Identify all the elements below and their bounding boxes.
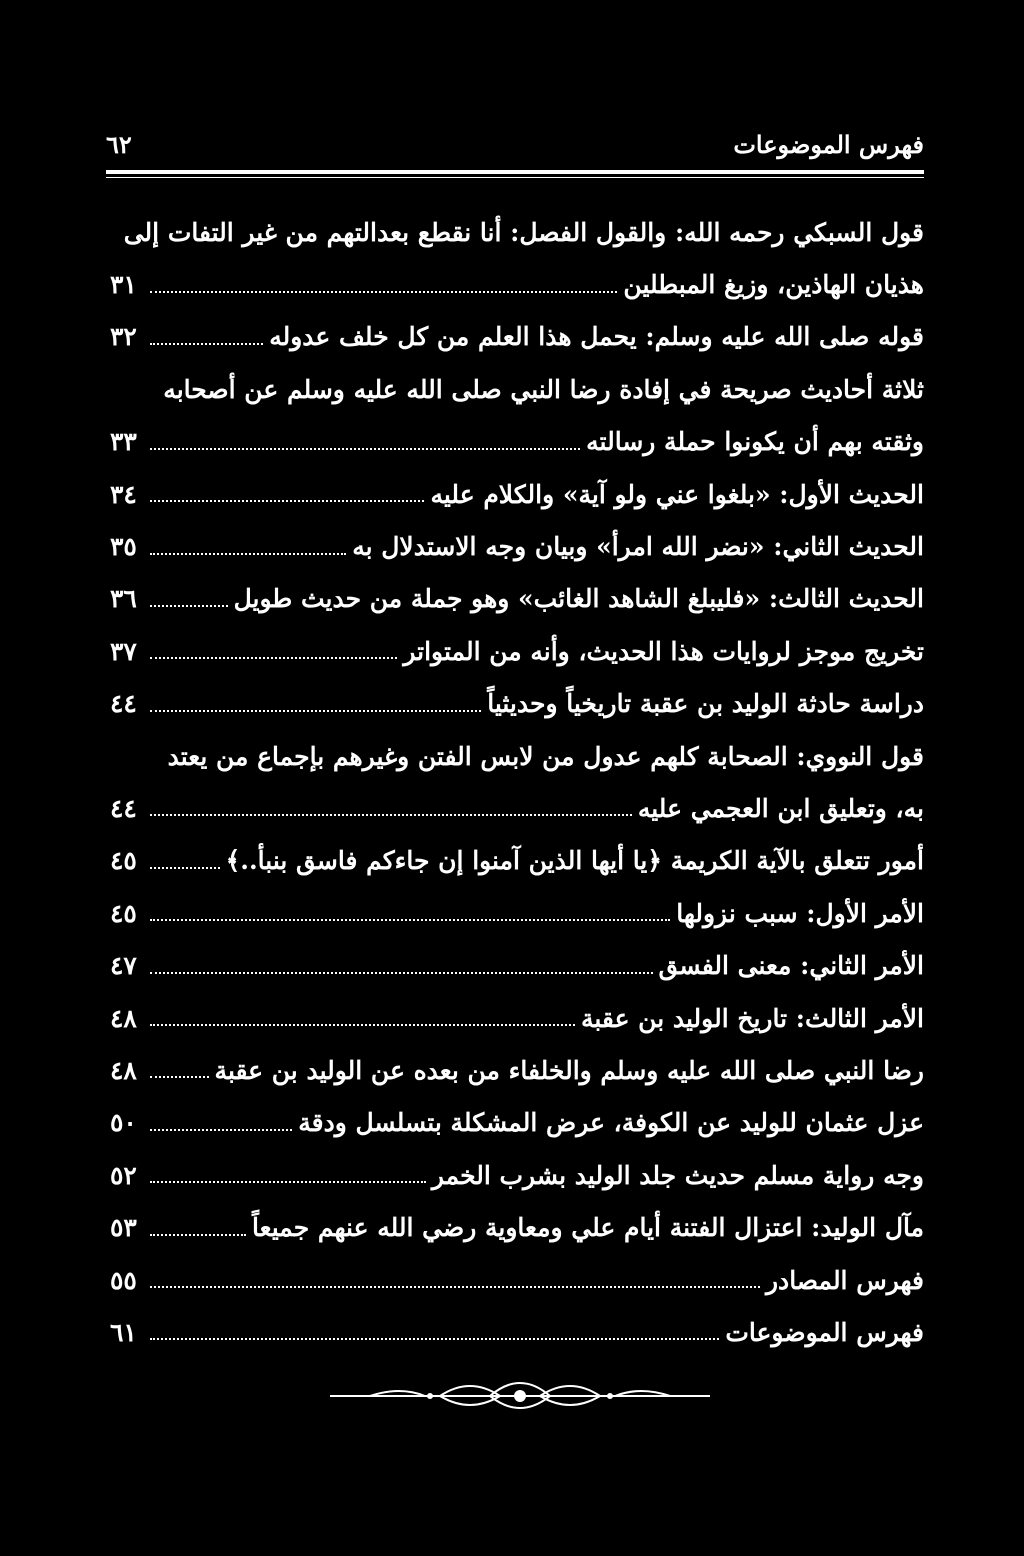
dot-leader bbox=[150, 476, 424, 502]
toc-entry bbox=[110, 782, 924, 834]
dot-leader bbox=[150, 319, 263, 345]
page-header bbox=[106, 126, 924, 162]
toc-entry bbox=[110, 1254, 924, 1306]
toc-entry-text: هذيان الهاذين، وزيغ المبطلين bbox=[623, 270, 924, 300]
toc-entry bbox=[110, 625, 924, 677]
toc-entry bbox=[110, 992, 924, 1044]
toc-entry bbox=[110, 206, 924, 258]
dot-leader bbox=[150, 948, 653, 974]
toc-entry bbox=[110, 730, 924, 782]
toc-entry-page: ٣٧ bbox=[110, 636, 137, 666]
toc-entry-page: ٤٥ bbox=[110, 898, 137, 928]
page-number: ٦٢ bbox=[106, 129, 132, 159]
toc-entry-page: ٥٢ bbox=[110, 1160, 137, 1190]
running-title: فهرس الموضوعات bbox=[733, 129, 924, 159]
toc-entry-page: ٤٨ bbox=[110, 1055, 137, 1085]
toc-entry-page: ٤٥ bbox=[110, 846, 137, 876]
toc-entry bbox=[110, 311, 924, 363]
toc-entry-text: قول النووي: الصحابة كلهم عدول من لابس الفتن وغيرهم بإجماع من يعتد bbox=[167, 741, 924, 771]
toc-entry-text: الحديث الثاني: «نضر الله امرأ» وبيان وجه الاستدلال به bbox=[352, 532, 924, 562]
dot-leader bbox=[150, 686, 481, 712]
toc-entry-text: به، وتعليق ابن العجمي عليه bbox=[637, 793, 924, 823]
toc-entry-page: ٤٤ bbox=[110, 689, 137, 719]
toc-entry-page: ٥٠ bbox=[110, 1108, 137, 1138]
toc-entry-text: تخريج موجز لروايات هذا الحديث، وأنه من المتواتر bbox=[403, 636, 924, 666]
dot-leader bbox=[150, 1314, 719, 1340]
toc-entry bbox=[110, 1097, 924, 1149]
header-rule-thick bbox=[106, 170, 924, 174]
toc-entry-text: وثقته بهم أن يكونوا حملة رسالته bbox=[586, 427, 924, 457]
dot-leader bbox=[150, 581, 228, 607]
dot-leader bbox=[150, 267, 617, 293]
toc-entry bbox=[110, 416, 924, 468]
toc-entry-page: ٣٤ bbox=[110, 479, 137, 509]
table-of-contents bbox=[110, 206, 924, 1359]
dot-leader bbox=[150, 1105, 292, 1131]
toc-entry-text: عزل عثمان للوليد عن الكوفة، عرض المشكلة بتسلسل ودقة bbox=[298, 1108, 924, 1138]
toc-entry-page: ٣٣ bbox=[110, 427, 137, 457]
dot-leader bbox=[150, 1000, 575, 1026]
header-rule-thin bbox=[106, 177, 924, 178]
dot-leader bbox=[150, 1262, 760, 1288]
toc-entry-page: ٦١ bbox=[110, 1317, 137, 1347]
toc-entry bbox=[110, 573, 924, 625]
toc-entry-text: فهرس المصادر bbox=[765, 1265, 924, 1295]
toc-entry bbox=[110, 887, 924, 939]
toc-entry bbox=[110, 468, 924, 520]
toc-entry bbox=[110, 1201, 924, 1253]
toc-entry-text: أمور تتعلق بالآية الكريمة ﴿يا أيها الذين آمنوا إن جاءكم فاسق بنبأ..﴾ bbox=[225, 846, 924, 876]
toc-entry bbox=[110, 1306, 924, 1358]
toc-entry-text: الأمر الثاني: معنى الفسق bbox=[658, 951, 924, 981]
toc-entry-text: مآل الوليد: اعتزال الفتنة أيام علي ومعاوية رضي الله عنهم جميعاً bbox=[252, 1213, 924, 1243]
toc-entry-text: الحديث الثالث: «فليبلغ الشاهد الغائب» وهو جملة من حديث طويل bbox=[233, 584, 924, 614]
dot-leader bbox=[150, 1210, 246, 1236]
ornament-divider bbox=[330, 1370, 710, 1420]
toc-entry-text: قوله صلى الله عليه وسلم: يحمل هذا العلم من كل خلف عدوله bbox=[269, 322, 924, 352]
toc-entry bbox=[110, 363, 924, 415]
toc-entry-text: فهرس الموضوعات bbox=[725, 1317, 924, 1347]
dot-leader bbox=[150, 529, 346, 555]
dot-leader bbox=[150, 843, 220, 869]
dot-leader bbox=[150, 790, 632, 816]
toc-entry-text: رضا النبي صلى الله عليه وسلم والخلفاء من بعده عن الوليد بن عقبة bbox=[214, 1055, 924, 1085]
toc-entry-page: ٤٤ bbox=[110, 793, 137, 823]
toc-entry-page: ٣٢ bbox=[110, 322, 137, 352]
toc-entry-page: ٣٥ bbox=[110, 532, 137, 562]
dot-leader bbox=[150, 895, 670, 921]
toc-entry bbox=[110, 1044, 924, 1096]
toc-entry bbox=[110, 1149, 924, 1201]
toc-entry-text: دراسة حادثة الوليد بن عقبة تاريخياً وحديثياً bbox=[487, 689, 924, 719]
toc-entry-text: الأمر الثالث: تاريخ الوليد بن عقبة bbox=[580, 1003, 924, 1033]
toc-entry-page: ٥٥ bbox=[110, 1265, 137, 1295]
toc-entry bbox=[110, 258, 924, 310]
toc-entry-text: قول السبكي رحمه الله: والقول الفصل: أنا نقطع بعدالتهم من غير التفات إلى bbox=[123, 217, 924, 247]
dot-leader bbox=[150, 424, 580, 450]
toc-entry-page: ٣١ bbox=[110, 270, 137, 300]
toc-entry-page: ٣٦ bbox=[110, 584, 137, 614]
toc-entry bbox=[110, 939, 924, 991]
toc-entry-text: الحديث الأول: «بلغوا عني ولو آية» والكلام عليه bbox=[430, 479, 924, 509]
toc-entry-text: ثلاثة أحاديث صريحة في إفادة رضا النبي صلى الله عليه وسلم عن أصحابه bbox=[163, 374, 924, 404]
toc-entry-page: ٤٧ bbox=[110, 951, 137, 981]
toc-entry-page: ٤٨ bbox=[110, 1003, 137, 1033]
toc-entry-text: الأمر الأول: سبب نزولها bbox=[676, 898, 924, 928]
toc-entry-page: ٥٣ bbox=[110, 1213, 137, 1243]
toc-entry bbox=[110, 678, 924, 730]
toc-entry-text: وجه رواية مسلم حديث جلد الوليد بشرب الخمر bbox=[431, 1160, 924, 1190]
dot-leader bbox=[150, 633, 397, 659]
toc-entry bbox=[110, 835, 924, 887]
toc-entry bbox=[110, 520, 924, 572]
dot-leader bbox=[150, 1052, 209, 1078]
dot-leader bbox=[150, 1157, 426, 1183]
